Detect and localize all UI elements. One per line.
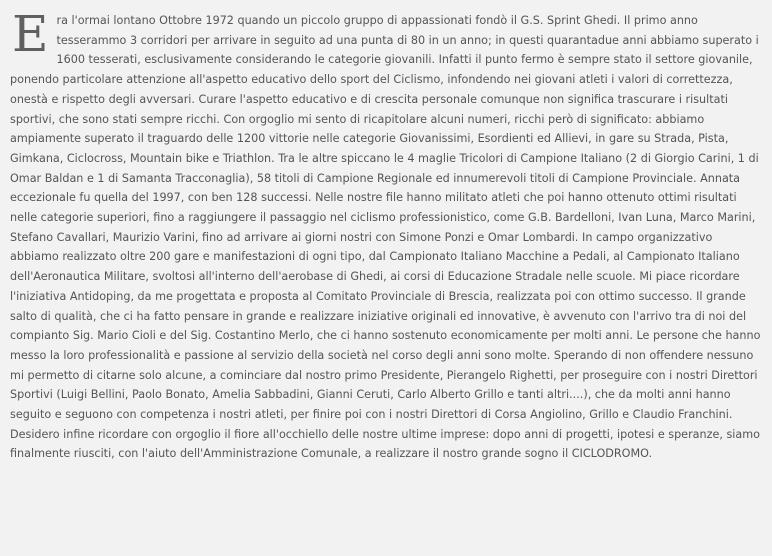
- history-article: [10, 5, 762, 464]
- article-body-text: ra l'ormai lontano Ottobre 1972 quando un piccolo gruppo di appassionati fondò il G.S. Sprint Ghedi. Il primo anno tesserammo 3 corridori per arrivare in seguito ad una punta di 80 in un anno; in questi quarantadue anni abbiamo superato i 1600 tesserati, esclusivamente considerando le categorie giovanili. Infatti il punto fermo è sempre stato il settore giovanile, ponendo particolare attenzione all'aspetto educativo dello sport del Ciclismo, infondendo nei giovani atleti i valori di correttezza, onestà e rispetto degli avversari. Curare l'aspetto educativo e di crescita personale comunque non significa trascurare i risultati sportivi, che sono stati sempre ricchi. Con orgoglio mi sento di ricapitolare alcuni numeri, ricchi però di significato: abbiamo ampiamente superato il traguardo delle 1200 vittorie nelle categorie Giovanissimi, Esordienti ed Allievi, in gare su Strada, Pista, Gimkana, Ciclocross, Mountain bike e Triathlon. Tra le altre spiccano le 4 maglie Tricolori di Campione Italiano (2 di Giorgio Carini, 1 di Omar Baldan e 1 di Samanta Tracconaglia), 58 titoli di Campione Regionale ed innumerevoli titoli di Campione Provinciale. Annata eccezionale fu quella del 1997, con ben 128 successi. Nelle nostre file hanno militato atleti che poi hanno ottenuto ottimi risultati nelle categorie superiori, fino a raggiungere il passaggio nel ciclismo professionistico, come G.B. Bardelloni, Ivan Luna, Marco Marini, Stefano Cavallari, Maurizio Varini, fino ad arrivare ai giorni nostri con Simone Ponzi e Omar Lombardi. In campo organizzativo abbiamo realizzato oltre 200 gare e manifestazioni di ogni tipo, dal Campionato Italiano Macchine a Pedali, al Campionato Italiano dell'Aeronautica Militare, svoltosi all'interno dell'aerobase di Ghedi, ai corsi di Educazione Stradale nelle scuole. Mi piace ricordare l'iniziativa Antidoping, da me progettata e proposta al Comitato Provinciale di Brescia, realizzata poi con ottimo successo. Il grande salto di qualità, che ci ha fatto pensare in grande e realizzare iniziative originali ed innovative, è avvenuto con l'arrivo tra di noi del compianto Sig. Mario Cioli e del Sig. Costantino Merlo, che ci hanno sostenuto economicamente per molti anni. Le persone che hanno messo la loro professionalità e passione al servizio della società nel corso degli anni sono molte. Sperando di non offendere nessuno mi permetto di citarne solo alcune, a cominciare dal nostro primo Presidente, Pierangelo Righetti, per proseguire con i nostri Direttori Sportivi (Luigi Bellini, Paolo Bonato, Amelia Sabbadini, Gianni Ceruti, Carlo Alberto Grillo e tanti altri....), che da molti anni hanno seguito e seguono con competenza i nostri atleti, per finire poi con i nostri Direttori di Corsa Angiolino, Grillo e Claudio Franchini. Desidero infine ricordare con orgoglio il fiore all'occhiello delle nostre ultime imprese: dopo anni di progetti, ipotesi e speranze, siamo finalmente riusciti, con l'aiuto dell'Amministrazione Comunale, a realizzare il nostro grande sogno il CICLODROMO.: [10, 14, 761, 461]
- drop-cap-letter: E: [12, 5, 49, 63]
